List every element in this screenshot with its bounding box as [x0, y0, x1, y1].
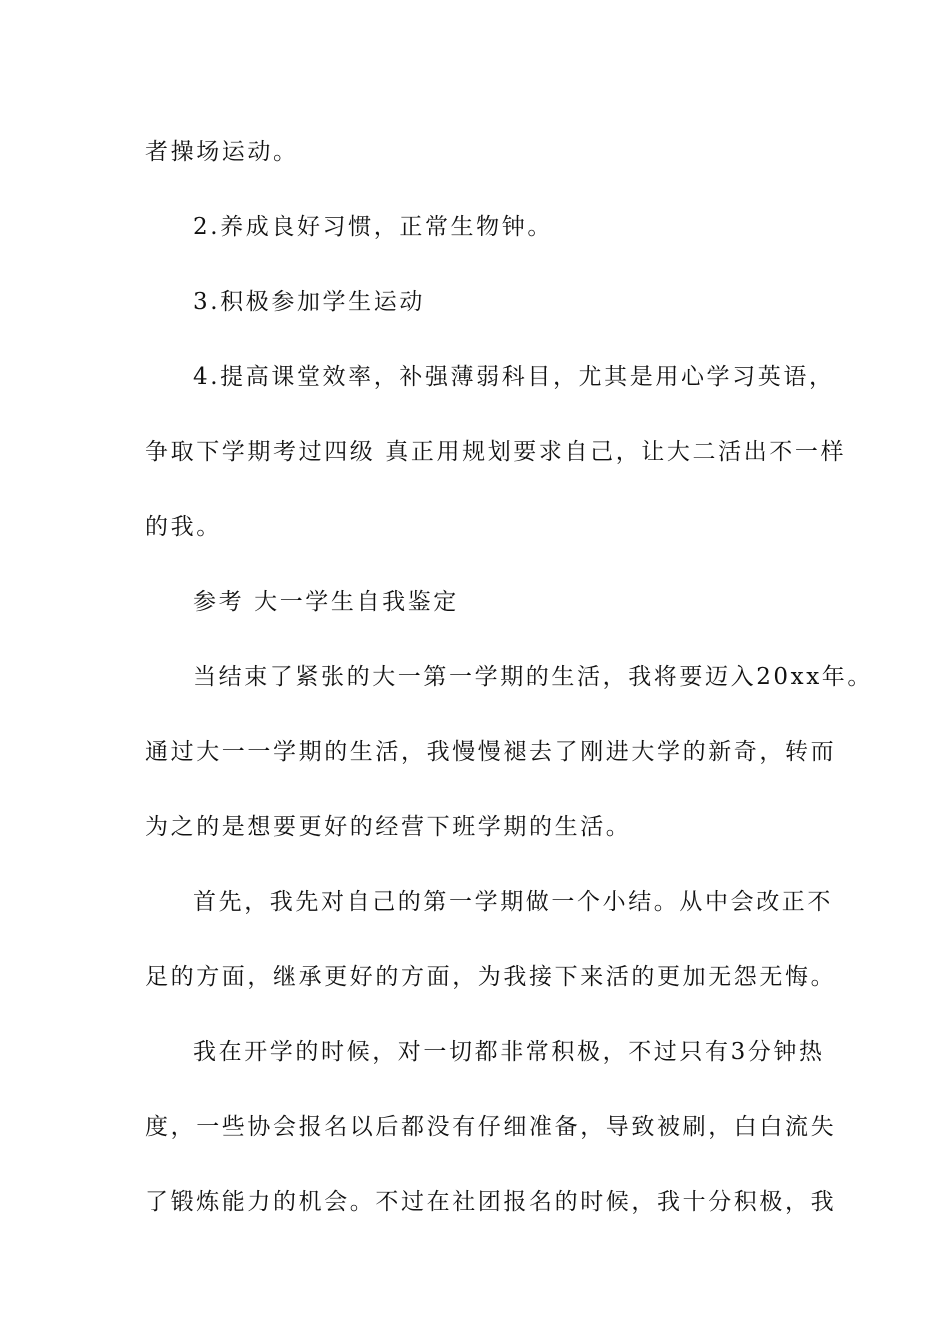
paragraph-start: 首先，我先对自己的第一学期做一个小结。从中会改正不 — [193, 889, 833, 915]
text-line: 了锻炼能力的机会。不过在社团报名的时候，我十分积极，我 — [145, 1189, 837, 1215]
paragraph-start: 当结束了紧张的大一第一学期的生活，我将要迈入20xx年。 — [193, 664, 874, 690]
list-item-4: 4.提高课堂效率，补强薄弱科目，尤其是用心学习英语， — [193, 364, 835, 390]
text-line: 通过大一一学期的生活，我慢慢褪去了刚进大学的新奇，转而 — [145, 739, 837, 765]
list-item-2: 2.养成良好习惯，正常生物钟。 — [193, 214, 553, 240]
text-line: 者操场运动。 — [145, 139, 299, 165]
text-line: 争取下学期考过四级 真正用规划要求自己，让大二活出不一样 — [145, 439, 847, 465]
text-line: 为之的是想要更好的经营下班学期的生活。 — [145, 814, 632, 840]
text-line: 的我。 — [145, 514, 222, 540]
text-line: 足的方面，继承更好的方面，为我接下来活的更加无怨无悔。 — [145, 964, 837, 990]
list-item-3: 3.积极参加学生运动 — [193, 289, 425, 315]
paragraph-start: 我在开学的时候，对一切都非常积极，不过只有3分钟热 — [193, 1039, 825, 1065]
text-line: 度，一些协会报名以后都没有仔细准备，导致被刷，白白流失 — [145, 1114, 837, 1140]
section-heading: 参考 大一学生自我鉴定 — [193, 589, 459, 615]
